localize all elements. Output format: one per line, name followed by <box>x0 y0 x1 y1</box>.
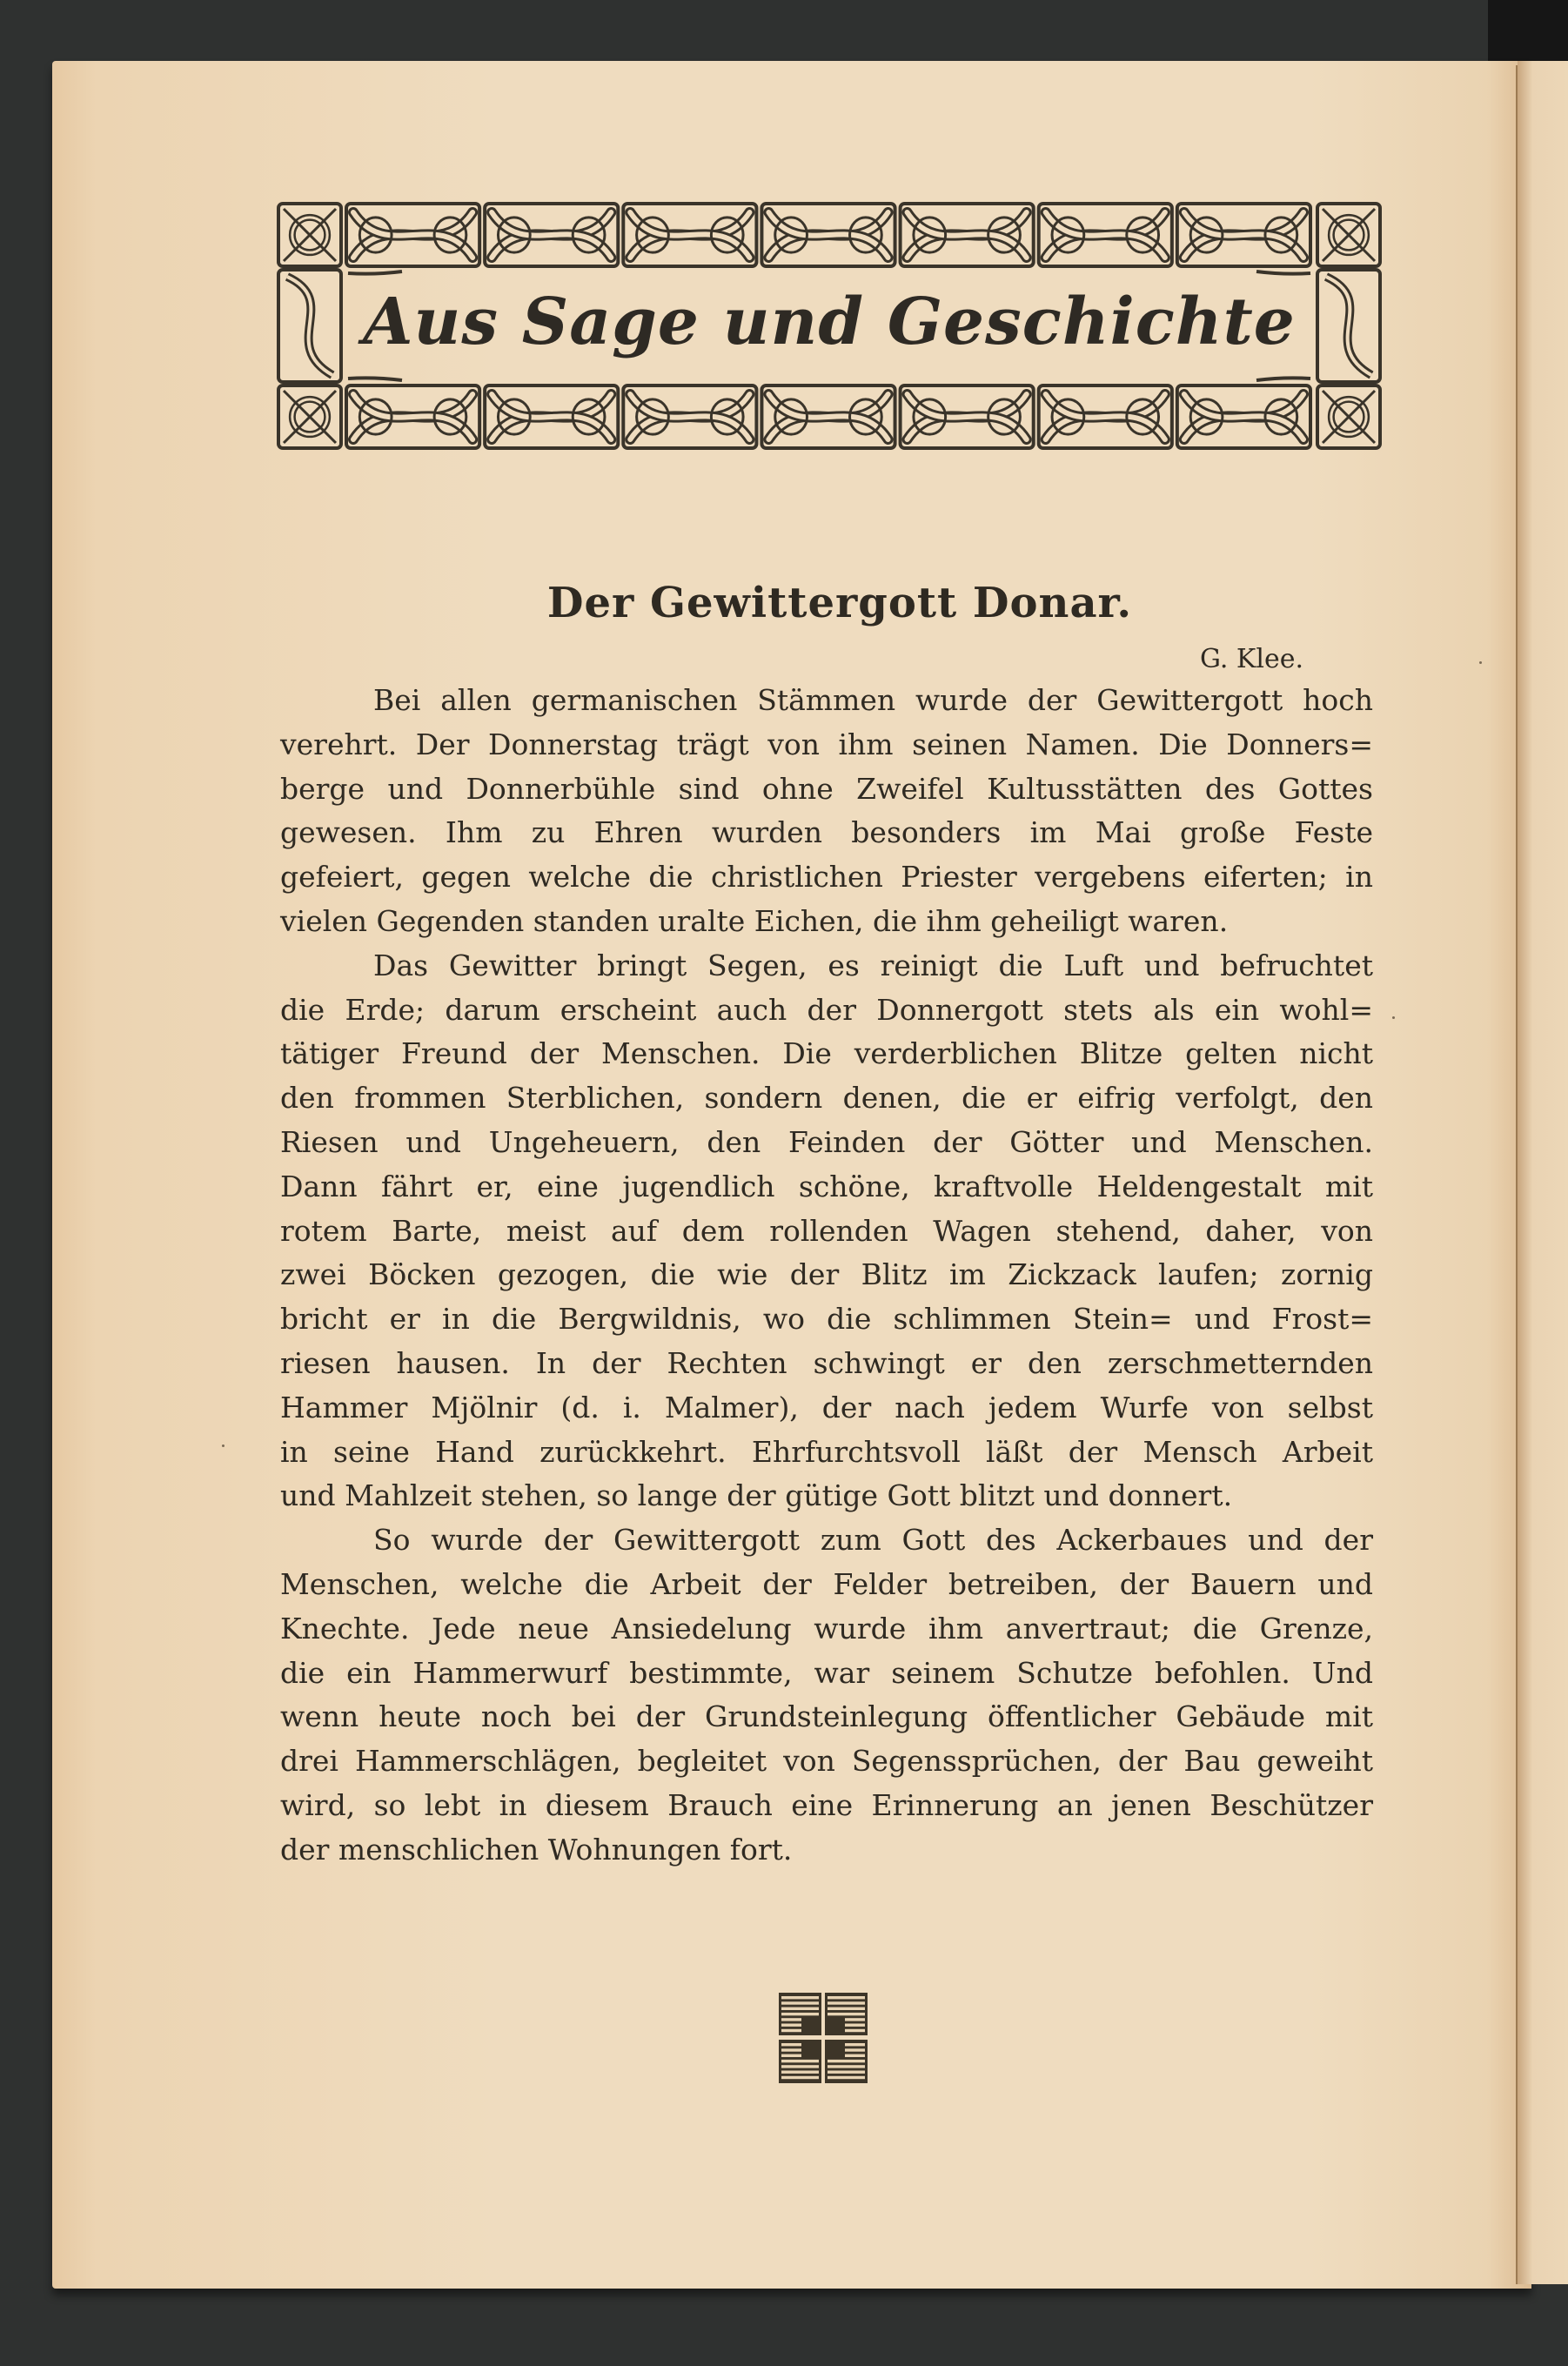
text-line: Riesen und Ungeheuern, den Feinden der Götter und Menschen. <box>280 1124 1373 1159</box>
paper-speck <box>1392 1016 1395 1019</box>
text-line: in seine Hand zurückkehrt. Ehrfurchtsvoll läßt der Mensch Arbeit <box>280 1434 1373 1469</box>
next-page-edge <box>1518 61 1568 2284</box>
text-line: drei Hammerschlägen, begleitet von Segenssprüchen, der Bau geweiht <box>280 1744 1373 1779</box>
text-line: gewesen. Ihm zu Ehren wurden besonders im Mai große Feste <box>280 815 1373 850</box>
paper-speck <box>1479 661 1482 664</box>
text-line: die Erde; darum erscheint auch der Donnergott stets als ein wohl= <box>280 992 1373 1027</box>
text-line: berge und Donnerbühle sind ohne Zweifel Kultusstätten des Gottes <box>280 771 1373 806</box>
text-line: bricht er in die Bergwildnis, wo die schlimmen Stein= und Frost= <box>280 1302 1373 1337</box>
text-line: rotem Barte, meist auf dem rollenden Wagen stehend, daher, von <box>280 1213 1373 1248</box>
text-line: wenn heute noch bei der Grundsteinlegung öffentlicher Gebäude mit <box>280 1699 1373 1734</box>
text-line: Dann fährt er, eine jugendlich schöne, kraftvolle Heldengestalt mit <box>280 1169 1373 1203</box>
page-gutter <box>1516 65 1518 2284</box>
paper-speck <box>222 1444 224 1447</box>
article-body <box>280 679 1373 1873</box>
text-line: der menschlichen Wohnungen fort. <box>280 1832 793 1867</box>
text-line: vielen Gegenden standen uralte Eichen, die ihm geheiligt waren. <box>280 903 1229 938</box>
text-line: Knechte. Jede neue Ansiedelung wurde ihm anvertraut; die Grenze, <box>280 1611 1373 1645</box>
section-title: Aus Sage und Geschichte <box>363 285 1296 359</box>
scan-background-strip <box>1488 0 1568 63</box>
text-line: riesen hausen. In der Rechten schwingt er den zerschmetternden <box>280 1345 1373 1380</box>
article-author: G. Klee. <box>1199 644 1303 674</box>
text-line: und Mahlzeit stehen, so lange der gütige Gott blitzt und donnert. <box>280 1478 1233 1513</box>
text-line: den frommen Sterblichen, sondern denen, die er eifrig verfolgt, den <box>280 1081 1373 1116</box>
text-line: Menschen, welche die Arbeit der Felder betreiben, der Bauern und <box>280 1566 1373 1601</box>
text-line: wird, so lebt in diesem Brauch eine Erinnerung an jenen Beschützer <box>280 1787 1373 1822</box>
text-line: Das Gewitter bringt Segen, es reinigt die Luft und befruchtet <box>373 948 1373 982</box>
square-ornament-icon <box>779 1993 868 2083</box>
text-line: Hammer Mjölnir (d. i. Malmer), der nach jedem Wurfe von selbst <box>280 1390 1373 1424</box>
text-line: zwei Böcken gezogen, die wie der Blitz im Zickzack laufen; zornig <box>280 1257 1373 1292</box>
article <box>280 574 1373 1873</box>
text-line: verehrt. Der Donnerstag trägt von ihm seinen Namen. Die Donners= <box>280 727 1373 761</box>
article-title: Der Gewittergott Donar. <box>546 579 1133 627</box>
text-line: die ein Hammerwurf bestimmte, war seinem Schutze befohlen. Und <box>280 1655 1373 1690</box>
text-line: So wurde der Gewittergott zum Gott des Ackerbaues und der <box>373 1523 1373 1558</box>
text-line: gefeiert, gegen welche die christlichen Priester vergebens eiferten; in <box>280 860 1373 895</box>
section-header <box>277 202 1382 450</box>
text-line: Bei allen germanischen Stämmen wurde der Gewittergott hoch <box>373 683 1373 717</box>
text-line: tätiger Freund der Menschen. Die verderblichen Blitze gelten nicht <box>280 1036 1373 1071</box>
